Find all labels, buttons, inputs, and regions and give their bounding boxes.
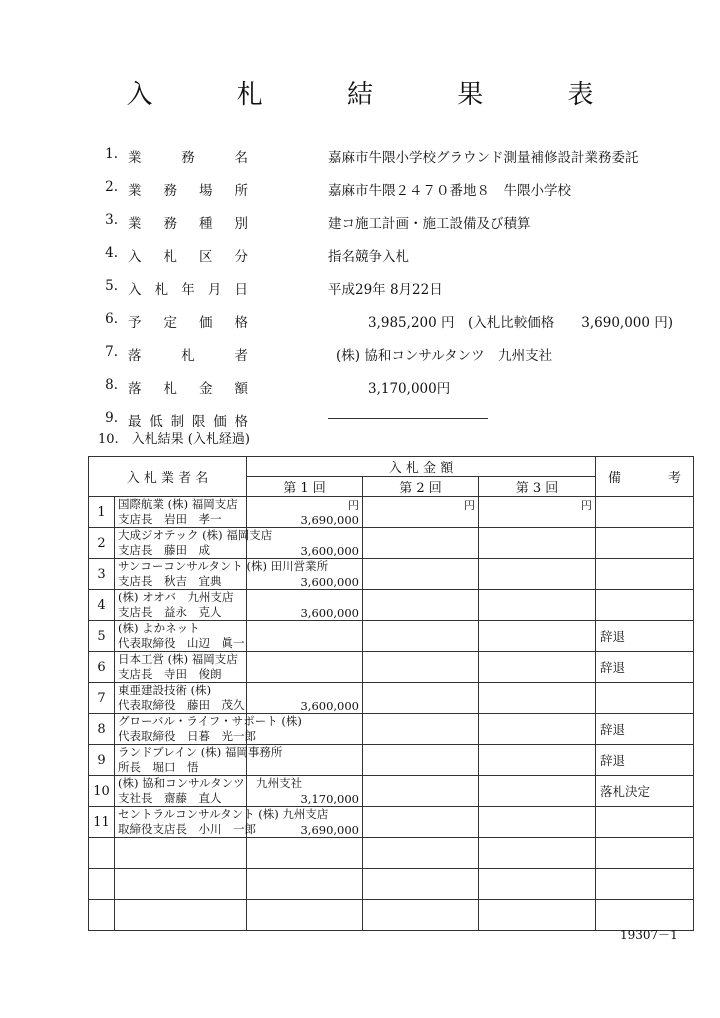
round-2-cell <box>363 807 479 838</box>
blank-line <box>328 418 488 419</box>
info-value: 建コ施工計画・施工設備及び積算 <box>328 216 531 232</box>
bidder-company: サンコーコンサルタント (株) 田川営業所 <box>118 559 329 573</box>
info-label: 落 札 金 額 <box>128 381 248 397</box>
page-title: 入 札 結 果 表 <box>126 80 632 110</box>
remark-text: 辞退 <box>600 753 626 768</box>
remark-text: 辞退 <box>600 660 626 675</box>
info-number: 3. <box>105 212 118 228</box>
bidder-name <box>115 528 273 559</box>
bidder-representative: 支店長 秋吉 宜典 <box>118 574 222 588</box>
round-2-cell <box>363 745 479 776</box>
round-1-cell <box>247 528 363 559</box>
blank-cell <box>479 838 596 869</box>
row-number: 2 <box>89 528 115 559</box>
bidder-name <box>115 497 247 528</box>
table-row <box>89 621 694 652</box>
info-item <box>96 239 696 272</box>
row-number: 6 <box>89 652 115 683</box>
info-item <box>96 173 696 206</box>
row-number: 8 <box>89 714 115 745</box>
info-label: 落 札 者 <box>128 348 248 364</box>
info-label: 予 定 価 格 <box>128 315 248 331</box>
round-1-cell <box>247 807 363 838</box>
bidder-company: 大成ジオテック (株) 福岡支店 <box>118 528 273 542</box>
table-row <box>89 497 694 528</box>
round-2-header: 第 2 回 <box>363 477 479 497</box>
round-2-cell <box>363 497 479 528</box>
yen-unit: 円 <box>464 499 475 512</box>
info-item <box>96 305 696 338</box>
row-number: 11 <box>89 807 115 838</box>
round-2-cell <box>363 776 479 807</box>
info-value: 3,985,200 円 (入札比較価格 3,690,000 円) <box>368 315 674 331</box>
blank-cell <box>479 900 596 931</box>
info-value: 平成29年 8月22日 <box>328 282 443 298</box>
blank-row <box>89 900 694 931</box>
bidder-representative: 支社長 齋藤 直人 <box>118 791 222 805</box>
round-3-cell <box>479 621 596 652</box>
bidder-representative: 取締役支店長 小川 一郎 <box>118 822 256 836</box>
info-number: 4. <box>105 245 118 261</box>
round-3-cell <box>479 590 596 621</box>
bid-amount: 3,690,000 <box>300 513 359 527</box>
info-number: 1. <box>105 146 118 162</box>
info-value: 嘉麻市牛隈小学校グラウンド測量補修設計業務委託 <box>328 150 639 166</box>
bidder-company: セントラルコンサルタント (株) 九州支店 <box>118 807 329 821</box>
bidder-name <box>115 621 247 652</box>
blank-row <box>89 869 694 900</box>
info-number: 6. <box>105 311 118 327</box>
blank-cell <box>247 869 363 900</box>
round-3-cell <box>479 776 596 807</box>
blank-cell <box>363 869 479 900</box>
bidder-name-header: 入 札 業 者 名 <box>89 457 247 497</box>
bidder-name <box>115 807 329 838</box>
remark-cell <box>596 528 694 559</box>
round-1-cell <box>247 559 363 590</box>
round-3-cell <box>479 559 596 590</box>
round-3-cell <box>479 807 596 838</box>
round-3-cell <box>479 683 596 714</box>
blank-cell <box>247 900 363 931</box>
round-2-cell <box>363 559 479 590</box>
round-2-cell <box>363 621 479 652</box>
bidder-name <box>115 776 303 807</box>
bidder-company: 日本工営 (株) 福岡支店 <box>118 652 238 666</box>
bid-amount: 3,690,000 <box>300 823 359 837</box>
table-row <box>89 683 694 714</box>
section-title: 10. 入札結果 (入札経過) <box>98 432 250 447</box>
round-3-header: 第 3 回 <box>479 477 596 497</box>
bid-amount: 3,600,000 <box>300 606 359 620</box>
info-item <box>96 371 696 404</box>
round-3-cell <box>479 714 596 745</box>
bidder-representative: 支店長 益永 克人 <box>118 605 222 619</box>
remark-cell <box>596 559 694 590</box>
bidder-representative: 代表取締役 山辺 眞一 <box>118 636 245 650</box>
bidder-company: (株) オオバ 九州支店 <box>118 590 234 604</box>
remark-cell <box>596 714 694 745</box>
bidder-representative: 代表取締役 藤田 茂久 <box>118 698 245 712</box>
round-1-cell <box>247 621 363 652</box>
blank-row <box>89 838 694 869</box>
remark-text: 落札決定 <box>600 784 651 799</box>
bidder-company: グローバル・ライフ・サポート (株) <box>118 714 302 728</box>
info-number: 5. <box>105 278 118 294</box>
round-1-cell <box>247 683 363 714</box>
bidder-representative: 代表取締役 日暮 光一郎 <box>118 729 256 743</box>
contract-info-list <box>96 140 696 437</box>
bidder-representative: 所長 堀口 悟 <box>118 760 199 774</box>
bidder-representative: 支店長 藤田 成 <box>118 543 210 557</box>
remark-cell <box>596 497 694 528</box>
bidder-company: (株) よかネット <box>118 621 200 635</box>
remark-cell <box>596 745 694 776</box>
row-number: 10 <box>89 776 115 807</box>
round-1-cell <box>247 652 363 683</box>
bidder-representative: 支店長 岩田 孝一 <box>118 512 222 526</box>
table-row <box>89 652 694 683</box>
round-2-cell <box>363 528 479 559</box>
round-2-cell <box>363 590 479 621</box>
round-1-cell <box>247 590 363 621</box>
row-number: 9 <box>89 745 115 776</box>
bidder-representative: 支店長 寺田 俊朗 <box>118 667 222 681</box>
bidder-name <box>115 590 247 621</box>
info-number: 8. <box>105 377 118 393</box>
round-1-cell <box>247 714 363 745</box>
table-row <box>89 528 694 559</box>
round-1-header: 第 1 回 <box>247 477 363 497</box>
bid-result-table <box>88 456 694 931</box>
bidder-company: 国際航業 (株) 福岡支店 <box>118 497 238 511</box>
blank-cell <box>89 900 115 931</box>
bidder-name <box>115 714 302 745</box>
row-number: 3 <box>89 559 115 590</box>
bid-amount: 3,600,000 <box>300 699 359 713</box>
round-1-cell <box>247 497 363 528</box>
info-label: 業 務 種 別 <box>128 216 248 232</box>
round-3-cell <box>479 528 596 559</box>
round-1-cell <box>247 745 363 776</box>
info-label: 業 務 場 所 <box>128 183 248 199</box>
remark-cell <box>596 621 694 652</box>
document-number: 19307－1 <box>620 928 678 942</box>
round-1-cell <box>247 776 363 807</box>
bid-amount: 3,600,000 <box>300 544 359 558</box>
remark-text: 辞退 <box>600 722 626 737</box>
round-3-cell <box>479 497 596 528</box>
blank-cell <box>247 838 363 869</box>
bidder-name <box>115 745 283 776</box>
info-number: 2. <box>105 179 118 195</box>
yen-unit: 円 <box>581 499 593 512</box>
row-number: 7 <box>89 683 115 714</box>
yen-unit: 円 <box>348 499 359 512</box>
bidder-company: (株) 協和コンサルタンツ 九州支社 <box>118 776 303 790</box>
info-value: 3,170,000円 <box>368 381 451 397</box>
table-row <box>89 590 694 621</box>
row-number: 5 <box>89 621 115 652</box>
remarks-header: 備 考 <box>596 457 694 497</box>
blank-cell <box>596 838 694 869</box>
blank-cell <box>479 869 596 900</box>
bid-amount: 3,600,000 <box>300 575 359 589</box>
bidder-name <box>115 652 247 683</box>
remark-cell <box>596 683 694 714</box>
remark-cell <box>596 652 694 683</box>
table-row <box>89 776 694 807</box>
info-item <box>96 272 696 305</box>
remark-cell <box>596 776 694 807</box>
info-item <box>96 338 696 371</box>
info-number: 7. <box>105 344 118 360</box>
round-2-cell <box>363 652 479 683</box>
bidder-name <box>115 559 329 590</box>
round-3-cell <box>479 745 596 776</box>
info-label: 入 札 年 月 日 <box>128 282 248 298</box>
info-number: 9. <box>105 410 118 426</box>
row-number: 4 <box>89 590 115 621</box>
blank-cell <box>89 838 115 869</box>
info-value: (株) 協和コンサルタンツ 九州支社 <box>336 348 553 364</box>
info-label: 業 務 名 <box>128 150 248 166</box>
round-3-cell <box>479 652 596 683</box>
info-value: 嘉麻市牛隈２４７０番地８ 牛隈小学校 <box>328 183 571 199</box>
remark-cell <box>596 590 694 621</box>
bidder-company: 東亜建設技術 (株) <box>118 683 212 697</box>
row-number: 1 <box>89 497 115 528</box>
info-label: 最 低 制 限 価 格 <box>128 414 248 430</box>
bid-amount: 3,170,000 <box>300 792 359 806</box>
blank-cell <box>363 900 479 931</box>
remark-text: 辞退 <box>600 629 626 644</box>
blank-cell <box>596 869 694 900</box>
blank-cell <box>363 838 479 869</box>
round-2-cell <box>363 683 479 714</box>
round-2-cell <box>363 714 479 745</box>
blank-cell <box>115 869 247 900</box>
table-row <box>89 745 694 776</box>
bidder-company: ランドブレイン (株) 福岡事務所 <box>118 745 283 759</box>
bid-amount-header: 入 札 金 額 <box>247 457 596 477</box>
remark-cell <box>596 807 694 838</box>
table-row <box>89 714 694 745</box>
blank-cell <box>89 869 115 900</box>
table-row <box>89 559 694 590</box>
bidder-name <box>115 683 247 714</box>
blank-cell <box>115 838 247 869</box>
info-item <box>96 206 696 239</box>
table-row <box>89 807 694 838</box>
info-label: 入 札 区 分 <box>128 249 248 265</box>
info-value: 指名競争入札 <box>328 249 409 265</box>
info-item <box>96 140 696 173</box>
blank-cell <box>115 900 247 931</box>
